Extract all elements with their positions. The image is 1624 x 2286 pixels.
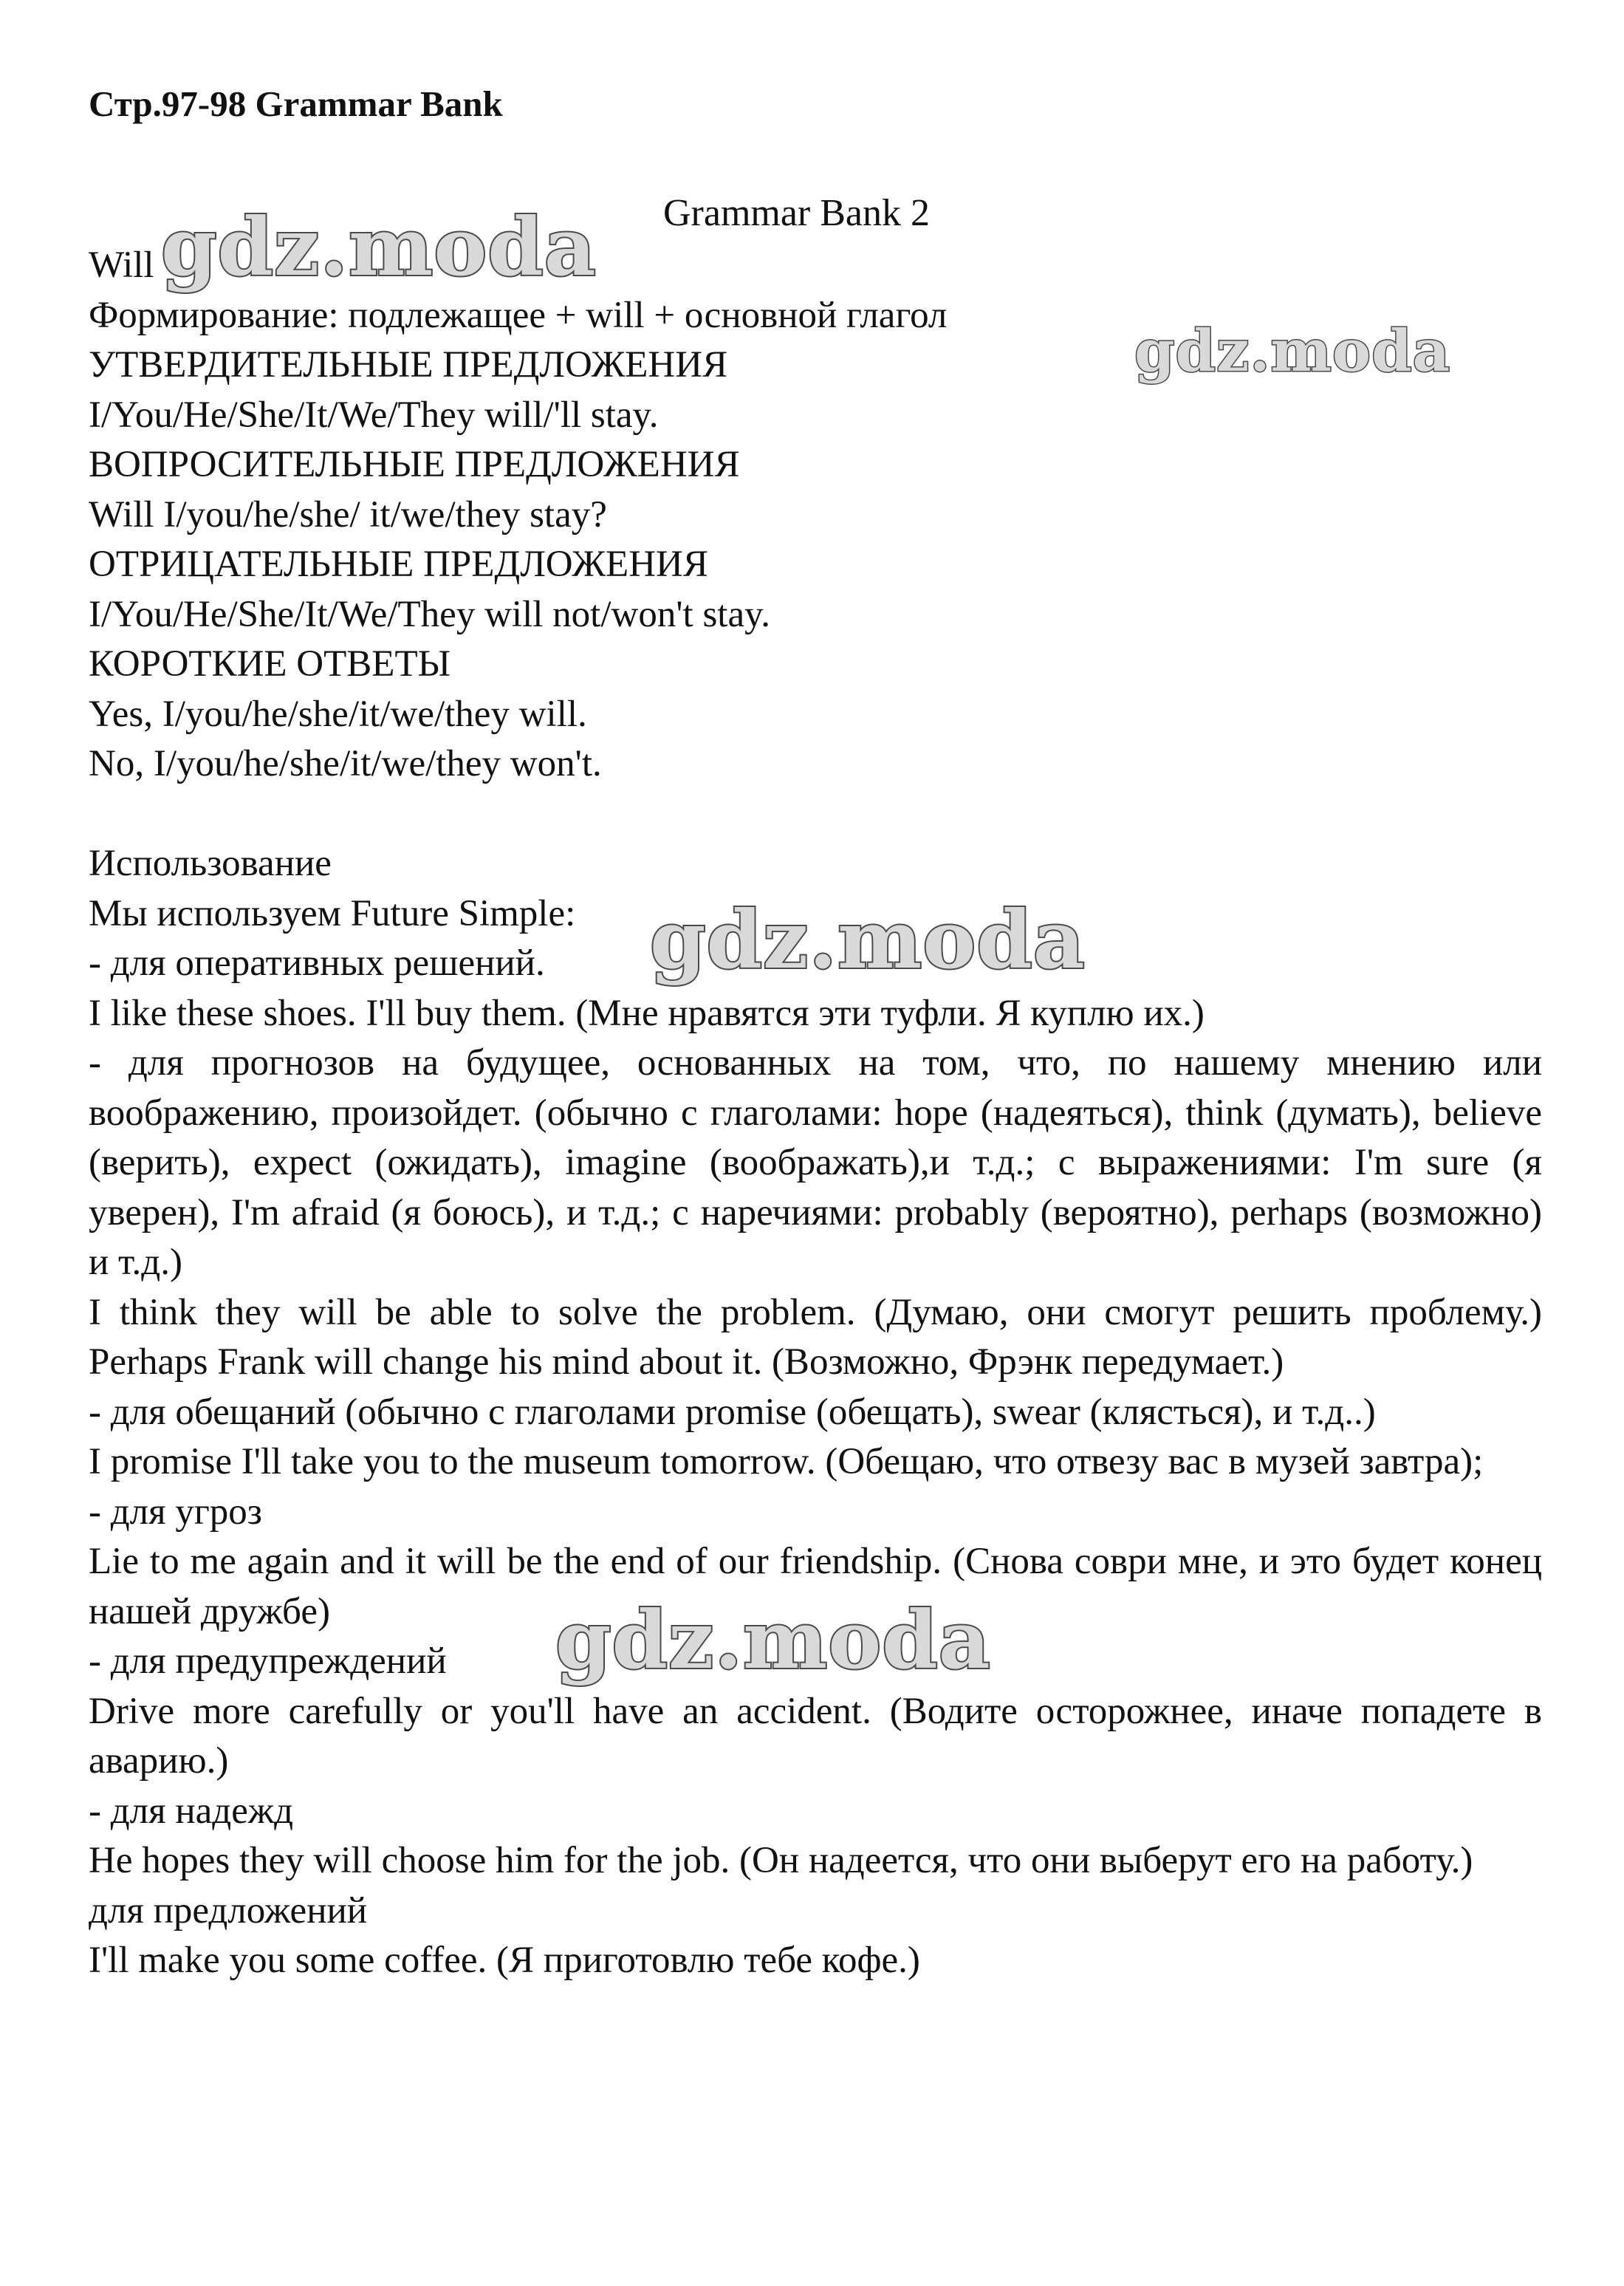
will-heading: Will: [89, 244, 154, 286]
watermark-logo: gdz.moda: [555, 1594, 991, 1687]
use-warnings: - для предупреждений: [89, 1640, 447, 1682]
negative-heading: ОТРИЦАТЕЛЬНЫЕ ПРЕДЛОЖЕНИЯ: [89, 544, 708, 585]
short-answers-heading: КОРОТКИЕ ОТВЕТЫ: [89, 643, 451, 685]
example-threats: Lie to me again and it will be the end of our friendship. (Снова соври мне, и это будет конец нашей дружбе): [89, 1541, 1542, 1632]
document-body: [89, 241, 1542, 1986]
example-decisions: I like these shoes. I'll buy them. (Мне нравятся эти туфли. Я куплю их.): [89, 992, 1205, 1034]
use-threats: - для угроз: [89, 1491, 262, 1533]
use-promises: - для обещаний (обычно с глаголами promise (обещать), swear (клясться), и т.д..): [89, 1391, 1376, 1433]
use-decisions: - для оперативных решений.: [89, 942, 545, 984]
formation-rule: Формирование: подлежащее + will + основной глагол: [89, 294, 948, 336]
usage-intro: Мы используем Future Simple:: [89, 892, 576, 934]
interrogative-example: Will I/you/he/she/ it/we/they stay?: [89, 493, 607, 535]
short-answer-yes: Yes, I/you/he/she/it/we/they will.: [89, 693, 587, 735]
page-title: Стр.97-98 Grammar Bank: [89, 83, 503, 124]
usage-heading: Использование: [89, 843, 332, 884]
watermark-logo: gdz.moda: [650, 894, 1086, 987]
example-hopes: He hopes they will choose him for the job. (Он надеется, что они выберут его на работу.): [89, 1840, 1473, 1881]
use-offers: для предложений: [89, 1889, 368, 1931]
example-warnings: Drive more carefully or you'll have an accident. (Водите осторожнее, иначе попадете в аварию.): [89, 1690, 1542, 1782]
watermark-logo: gdz.moda: [161, 201, 597, 294]
example-promises: I promise I'll take you to the museum tomorrow. (Обещаю, что отвезу вас в музей завтра);: [89, 1441, 1484, 1482]
example-predictions: I think they will be able to solve the problem. (Думаю, они смогут решить проблему.) Perhaps Frank will change his mind about it. (Возможно, Фрэнк передумает.): [89, 1291, 1542, 1383]
affirmative-heading: УТВЕРДИТЕЛЬНЫЕ ПРЕДЛОЖЕНИЯ: [89, 344, 728, 386]
blank-line: [89, 790, 1542, 840]
use-hopes: - для надежд: [89, 1790, 294, 1832]
section-subtitle: Grammar Bank 2: [663, 192, 931, 234]
interrogative-heading: ВОПРОСИТЕЛЬНЫЕ ПРЕДЛОЖЕНИЯ: [89, 444, 740, 485]
example-offers: I'll make you some coffee. (Я приготовлю тебе кофе.): [89, 1940, 920, 1981]
negative-example: I/You/He/She/It/We/They will not/won't stay.: [89, 593, 771, 635]
watermark-logo: gdz.moda: [1134, 318, 1451, 385]
affirmative-example: I/You/He/She/It/We/They will/'ll stay.: [89, 394, 659, 436]
use-predictions: - для прогнозов на будущее, основанных на том, что, по нашему мнению или воображению, произойдет. (обычно с глаголами: hope (надеяться), think (думать), believe (верить), expect (ожидать), imagine (воображать),и т.д.; с выражениями: I'm sure (я уверен), I'm afraid (я боюсь), и т.д.; с наречиями: probably (вероятно), perhaps (возможно) и т.д.): [89, 1042, 1542, 1283]
short-answer-no: No, I/you/he/she/it/we/they won't.: [89, 743, 602, 784]
